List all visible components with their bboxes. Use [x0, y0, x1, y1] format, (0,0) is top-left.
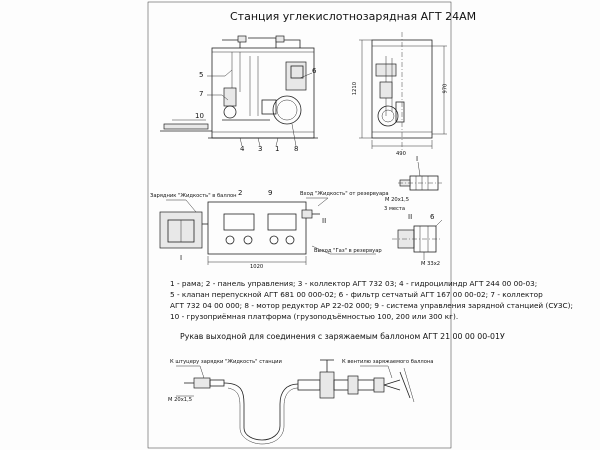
top-view-label-ii: II [322, 217, 327, 225]
callout-1: 1 [275, 145, 280, 153]
hose-left-label: К штуцеру зарядки "Жидкость" станции [170, 359, 282, 365]
top-view-outlet-label: Выход "Газ" в резервуар [314, 248, 382, 254]
hose-drawing [176, 360, 414, 444]
callout-8: 8 [294, 145, 299, 153]
legend-line-1: 1 - рама; 2 - панель управления; 3 - коллектор АГТ 732 03; 4 - гидроцилиндр АГТ 244 00 00-03; [170, 279, 538, 288]
callout-10: 10 [195, 112, 204, 120]
side-inner-height-dimension: 970 [442, 83, 449, 94]
side-width-dimension: 490 [396, 151, 406, 157]
side-total-height-dimension: 1210 [352, 82, 358, 96]
detail-thread-m20: M 20x1,5 [385, 197, 410, 203]
top-view-right-label: Вход "Жидкость" от резервуара [300, 191, 389, 197]
callout-5: 5 [199, 71, 204, 79]
legend-line-3: АГТ 732 04 00 000; 8 - мотор редуктор АР 22-02 000; 9 - система управления зарядной станцией (СУЗС); [170, 301, 573, 310]
top-view [160, 198, 376, 265]
top-view-left-label: Зарядник "Жидкость" в баллон [150, 193, 237, 199]
callout-4: 4 [240, 145, 245, 153]
drawing-title: Станция углекислотнозарядная АГТ 24АМ [230, 10, 477, 23]
detail-callout-6: 6 [430, 213, 435, 221]
detail-places: 3 места [384, 206, 406, 212]
legend-line-2: 5 - клапан перепускной АГТ 681 00 000-02; 6 - фильтр сетчатый АГТ 167 00 00-02; 7 - коллектор [170, 290, 543, 299]
front-view [207, 36, 318, 146]
hose-caption: Рукав выходной для соединения с заряжаемым баллоном АГТ 21 00 00 00-01У [180, 332, 505, 341]
platform-view [160, 120, 212, 131]
detail-label-i: I [416, 155, 419, 163]
detail-label-ii: II [408, 213, 413, 221]
detail-thread-m33: M 33x2 [421, 261, 441, 267]
top-view-label-i: I [180, 254, 183, 262]
callout-6: 6 [312, 67, 317, 75]
legend-line-4: 10 - грузоприёмная платформа (грузоподъёмностью 100, 200 или 300 кг). [170, 312, 459, 321]
callout-9: 9 [268, 189, 273, 197]
hose-thread: M 20x1,5 [168, 397, 193, 403]
hose-right-label: К вентилю заряжаемого баллона [342, 359, 434, 365]
callout-7: 7 [199, 90, 204, 98]
callout-2: 2 [238, 189, 243, 197]
side-view [359, 32, 447, 150]
callout-3: 3 [258, 145, 263, 153]
top-view-length-dimension: 1020 [250, 264, 264, 270]
